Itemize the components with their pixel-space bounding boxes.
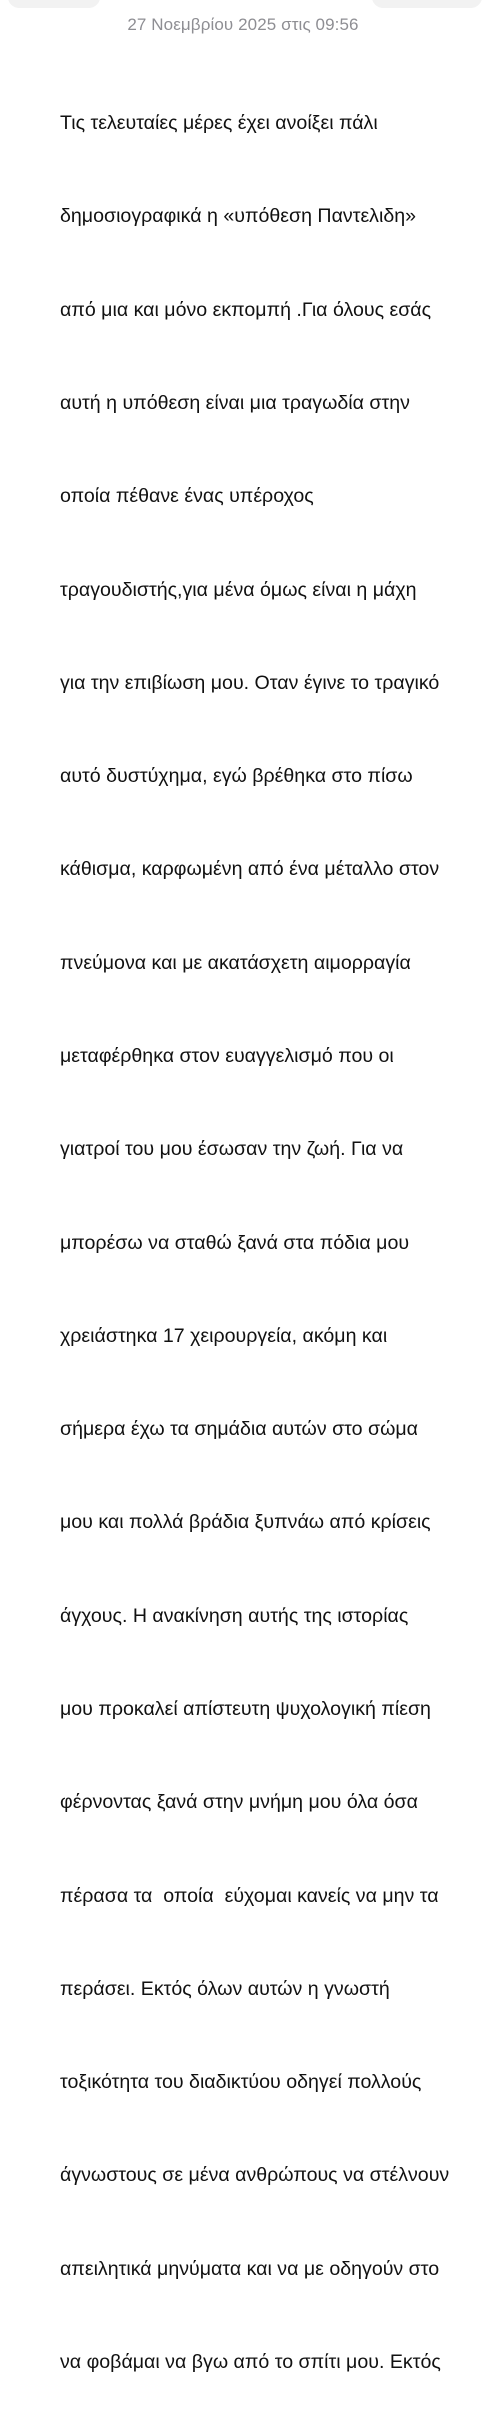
message-line: μου και πολλά βράδια ξυπνάω από κρίσεις (60, 1511, 431, 1534)
message-line: μπορέσω να σταθώ ξανά στα πόδια μου (60, 1231, 410, 1254)
message-line: μου προκαλεί απίστευτη ψυχολογική πίεση (60, 1697, 431, 1720)
message-line: απειλητικά μηνύματα και να με οδηγούν στο (60, 2257, 440, 2280)
message-line: πνεύμονα και με ακατάσχετη αιμορραγία (60, 951, 411, 974)
message-line: οποία πέθανε ένας υπέροχος (60, 485, 314, 508)
message-line: για την επιβίωση μου. Οταν έγινε το τραγικό (60, 671, 440, 694)
message-line: από μια και μόνο εκπομπή .Για όλους εσάς (60, 298, 432, 321)
message-line: χρειάστηκα 17 χειρουργεία, ακόμη και (60, 1324, 388, 1347)
message-line: δημοσιογραφικά η «υπόθεση Παντελιδη» (60, 205, 417, 228)
message-line: άγνωστους σε μένα ανθρώπους να στέλνουν (60, 2164, 450, 2187)
message-line: άγχους. Η ανακίνηση αυτής της ιστορίας (60, 1604, 409, 1627)
message-line: γιατροί του μου έσωσαν την ζωή. Για να (60, 1138, 404, 1161)
message-line: να φοβάμαι να βγω από το σπίτι μου. Εκτός (60, 2350, 441, 2373)
message-line: κάθισμα, καρφωμένη από ένα μέταλλο στον (60, 858, 440, 881)
message-line: αυτό δυστύχημα, εγώ βρέθηκα στο πίσω (60, 765, 413, 788)
message-line: αυτή η υπόθεση είναι μια τραγωδία στην (60, 392, 410, 415)
message-line: Τις τελευταίες μέρες έχει ανοίξει πάλι (60, 112, 378, 135)
previous-message-bubble-edge (372, 0, 482, 8)
message-line: σήμερα έχω τα σημάδια αυτών στο σώμα (60, 1418, 418, 1441)
message-line: τοξικότητα του διαδικτύου οδηγεί πολλούς (60, 2071, 422, 2094)
message-line: περάσει. Εκτός όλων αυτών η γνωστή (60, 1977, 390, 2000)
message-line: μεταφέρθηκα στον ευαγγελισμό που οι (60, 1045, 394, 1067)
message-text[interactable] (60, 46, 480, 2409)
message-line: τραγουδιστής,για μένα όμως είναι η μάχη (60, 578, 417, 601)
message-line: πέρασα τα οποία εύχομαι κανείς να μην τα (60, 1884, 439, 1907)
message-line: φέρνοντας ξανά στην μνήμη μου όλα όσα (60, 1791, 418, 1814)
message-timestamp: 27 Νοεμβρίου 2025 στις 09:56 (127, 15, 359, 34)
previous-message-bubble-edge (8, 0, 100, 8)
